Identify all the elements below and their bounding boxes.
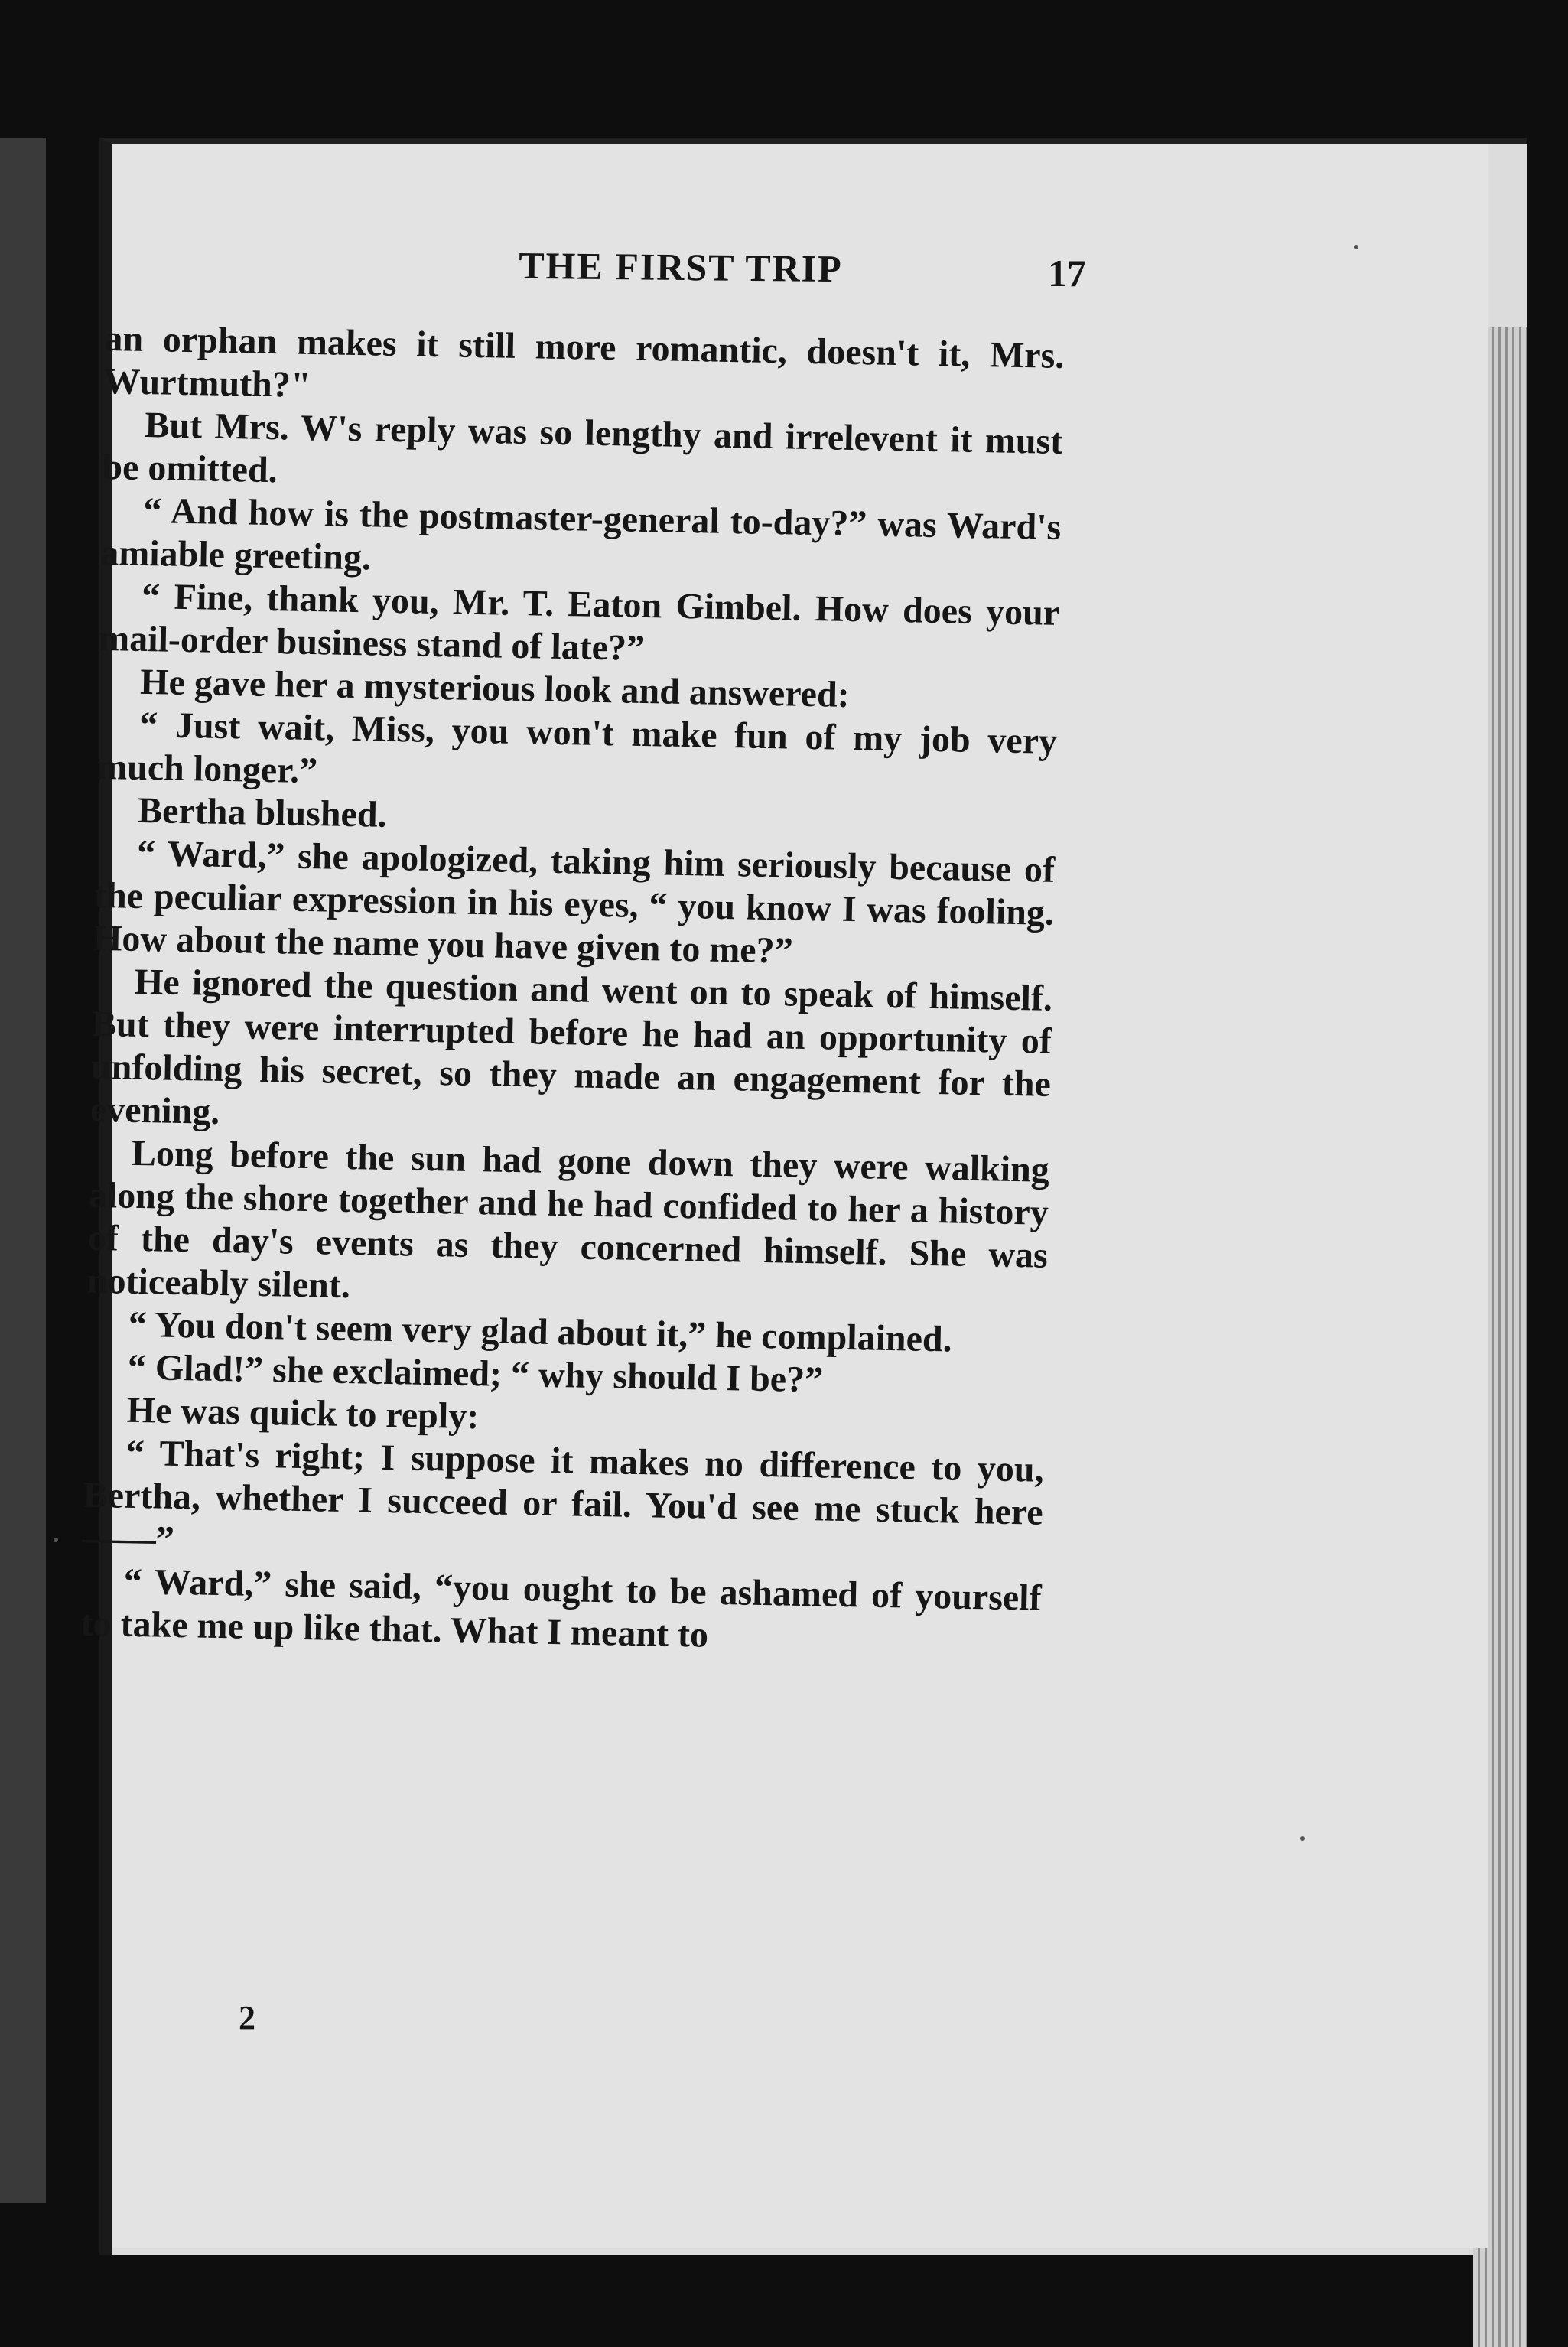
signature-mark: 2 (239, 1999, 255, 2036)
paragraph: “ Ward,” she apologized, taking him seriously because of the peculiar expression in his eyes, “ you know I was fooling. How about the name you have given to me?” (93, 832, 1056, 972)
paragraph: “ Ward,” she said, “you ought to be ashamed of yourself to take me up like that. What I meant to (80, 1561, 1043, 1655)
paragraph: an orphan makes it still more romantic, doesn't it, Mrs. Wurtmuth?" (102, 317, 1065, 405)
speck (1300, 1836, 1305, 1841)
chapter-title: THE FIRST TRIP (518, 243, 844, 291)
paragraph: “ Fine, thank you, Mr. T. Eaton Gimbel. How does your mail-order business stand of late?” (98, 575, 1060, 669)
paragraph: He gave her a mysterious look and answered: (139, 661, 851, 715)
speck (1354, 245, 1358, 249)
paragraph: Long before the sun had gone down they were walking along the shore together and he had confided to her a history of the day's events as they concerned himself. She was noticeably silent. (86, 1132, 1050, 1307)
paragraph: Bertha blushed. (137, 789, 388, 835)
paragraph: “ You don't seem very glad about it,” he complained. (128, 1304, 953, 1360)
paragraph: “ And how is the postmaster-general to-day?” was Ward's amiable greeting. (99, 490, 1062, 578)
paragraph: He was quick to reply: (126, 1389, 480, 1437)
body-text (80, 317, 1065, 1663)
paragraph: “ Just wait, Miss, you won't make fun of my job very much longer.” (96, 704, 1058, 792)
paragraph: “ That's right; I suppose it makes no difference to you, Bertha, whether I succeed or fail. You'd see me stuck here——” (82, 1432, 1045, 1560)
paragraph: “ Glad!” she exclaimed; “ why should I be?” (127, 1346, 824, 1401)
speck (54, 1538, 58, 1542)
page-number: 17 (1048, 252, 1086, 295)
left-book-edge (0, 138, 46, 2203)
paragraph: But Mrs. W's reply was so lengthy and irrelevent it must be omitted. (101, 404, 1063, 491)
paragraph: He ignored the question and went on to speak of himself. But they were interrupted before he had an opportunity of unfolding his secret, so they made an engagement for the evening. (89, 961, 1053, 1132)
